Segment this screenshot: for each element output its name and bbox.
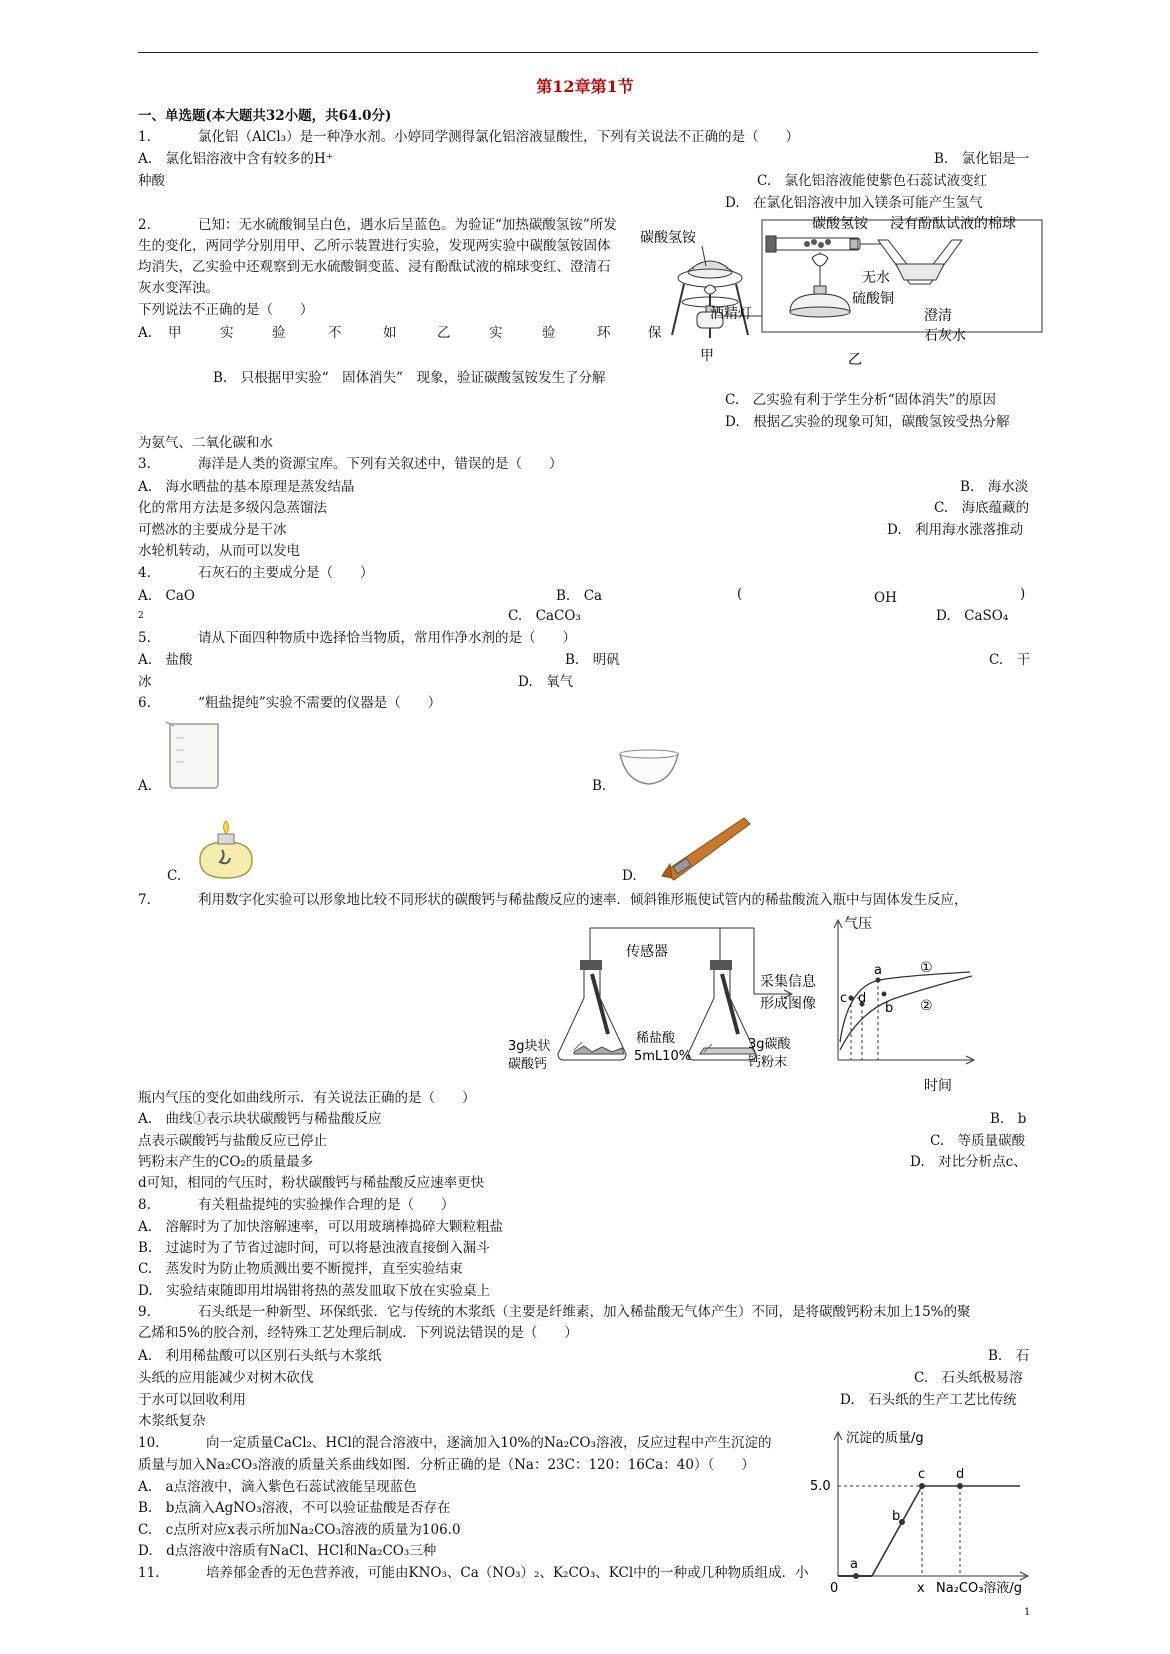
q7-fig-curve-2: ② (920, 998, 933, 1014)
q8-number: 8. (138, 1197, 151, 1213)
section-heading: 一、单选题(本大题共32小题，共64.0分) (138, 108, 392, 124)
q9-option-d: D. 石头纸的生产工艺比传统 (840, 1392, 1017, 1408)
q10-fig-point-c: c (918, 1467, 926, 1482)
q2-option-a-4: 不 (328, 325, 342, 341)
q2-option-a-1: 甲 (168, 325, 182, 341)
q3-option-d: D. 利用海水涨落推动 (887, 522, 1024, 538)
q10-fig-y-tick: 5.0 (810, 1479, 831, 1494)
q7-fig-sensor: 传感器 (626, 944, 668, 960)
fig-yi-label-3: 无水 (862, 270, 890, 286)
q3-option-b: B. 海水淡 (960, 479, 1029, 495)
alcohol-lamp-icon (194, 820, 258, 882)
q7-fig-left-2: 碳酸钙 (508, 1057, 548, 1072)
q2-option-a-0: A. (138, 325, 153, 341)
q10-fig-y-axis: 沉淀的质量/g (846, 1431, 924, 1446)
q2-line5: 下列说法不正确的是（ ） (138, 302, 314, 318)
q2-option-d: D. 根据乙实验的现象可知，碳酸氢铵受热分解 (725, 414, 1010, 430)
q10-option-c: C. c点所对应x表示所加Na₂CO₃溶液的质量为106.0 (138, 1522, 461, 1538)
fig-yi-caption: 乙 (848, 352, 862, 368)
page-title: 第12章第1节 (536, 77, 634, 96)
q7-option-b: B. b (990, 1111, 1027, 1127)
q4-stem: 石灰石的主要成分是（ ） (198, 565, 374, 581)
q9-option-c-cont: 于水可以回收利用 (138, 1392, 246, 1408)
q2-line4: 灰水变浑浊。 (138, 280, 219, 296)
q9-option-c: C. 石头纸极易溶 (914, 1370, 1023, 1386)
q8-stem: 有关粗盐提纯的实验操作合理的是（ ） (198, 1197, 455, 1213)
q2-line1: 已知：无水硫酸铜呈白色，遇水后呈蓝色。为验证“加热碳酸氢铵”所发 (198, 217, 617, 233)
q1-option-d: D. 在氯化铝溶液中加入镁条可能产生氢气 (725, 195, 983, 211)
q3-option-d-cont: 水轮机转动，从而可以发电 (138, 543, 300, 559)
q5-option-d: D. 氧气 (518, 674, 574, 690)
q2-option-b: B. 只根据甲实验“ 固体消失” 现象，验证碳酸氢铵发生了分解 (213, 370, 606, 386)
q6-number: 6. (138, 695, 151, 711)
q7-fig-curve-1: ① (920, 960, 933, 976)
q7-fig-collect-1: 采集信息 (760, 974, 816, 990)
q10-fig-x-axis: Na₂CO₃溶液/g (936, 1581, 1023, 1596)
q1-option-b: B. 氯化铝是一 (934, 151, 1030, 167)
page-number: 1 (1024, 1607, 1031, 1618)
q7-fig-left-1: 3g块状 (508, 1039, 551, 1054)
q7-option-a: A. 曲线①表示块状碳酸钙与稀盐酸反应 (138, 1111, 382, 1127)
test-tube-holder-icon (656, 812, 752, 882)
beaker-icon (164, 718, 226, 790)
q4-option-b: B. Ca (556, 588, 603, 604)
q10-fig-x-tick: x (917, 1581, 925, 1596)
q10-fig-origin: 0 (830, 1581, 839, 1596)
q5-option-c-cont: 冰 (138, 674, 152, 690)
q6-stem: “粗盐提纯”实验不需要的仪器是（ ） (198, 695, 442, 711)
q10-option-a: A. a点溶液中，滴入紫色石蕊试液能呈现蓝色 (138, 1479, 417, 1495)
q5-option-a: A. 盐酸 (138, 652, 193, 668)
fig-yi-label-5: 澄清 (924, 308, 952, 324)
evaporating-dish-icon (618, 748, 680, 786)
q7-option-d: D. 对比分析点c、 (910, 1154, 1027, 1170)
q7-fig-point-a: a (874, 963, 882, 978)
q7-fig-right-1: 3g碳酸 (748, 1037, 791, 1052)
q2-option-c: C. 乙实验有利于学生分析“固体消失”的原因 (725, 392, 996, 408)
q9-option-b: B. 石 (988, 1348, 1030, 1364)
q2-option-a-3: 验 (272, 325, 286, 341)
q7-fig-mid-1: 稀盐酸 (636, 1031, 676, 1046)
q7-fig-point-d: d (858, 991, 867, 1006)
q9-option-d-cont: 木浆纸复杂 (138, 1413, 206, 1429)
q2-apparatus-figure (640, 216, 1042, 392)
q5-option-b: B. 明矾 (565, 652, 620, 668)
fig-jia-caption: 甲 (700, 348, 714, 364)
q4-number: 4. (138, 565, 151, 581)
q3-option-c: C. 海底蕴藏的 (934, 500, 1030, 516)
q4-option-a: A. CaO (138, 588, 195, 604)
q2-option-a-5: 如 (383, 325, 397, 341)
q10-fig-point-d: d (956, 1467, 965, 1482)
fig-jia-label-2: 酒精灯 (710, 306, 752, 322)
q6-option-b: B. (592, 778, 607, 794)
q2-number: 2. (138, 217, 151, 233)
q7-pressure-graph (834, 920, 974, 1064)
q6-option-c: C. (167, 868, 182, 884)
q9-stem: 石头纸是一种新型、环保纸张．它与传统的木浆纸（主要是纤维素，加入稀盐酸无气体产生）不同，是将碳酸钙粉末加上15%的聚 (198, 1304, 971, 1320)
q7-fig-right-2: 钙粉末 (748, 1055, 788, 1070)
q7-option-b-cont: 点表示碳酸钙与盐酸反应已停止 (138, 1133, 327, 1149)
q7-option-c: C. 等质量碳酸 (930, 1133, 1026, 1149)
fig-yi-label-4: 硫酸铜 (852, 291, 894, 307)
q3-option-a: A. 海水晒盐的基本原理是蒸发结晶 (138, 479, 355, 495)
q7-fig-point-c: c (840, 991, 848, 1006)
q7-fig-point-b: b (885, 1001, 894, 1016)
q10-stem-cont: 质量与加入Na₂CO₃溶液的质量关系曲线如图．分析正确的是（Na：23C：120：16Ca：40）（ ） (138, 1457, 755, 1473)
q7-fig-x-axis: 时间 (924, 1078, 952, 1094)
q2-line3: 均消失，乙实验中还观察到无水硫酸铜变蓝、浸有酚酞试液的棉球变红、澄清石 (138, 259, 611, 275)
q2-option-d-cont: 为氨气、二氧化碳和水 (138, 435, 273, 451)
fig-jia-label-1: 碳酸氢铵 (640, 230, 696, 246)
q3-option-b-cont: 化的常用方法是多级闪急蒸馏法 (138, 500, 327, 516)
q8-option-c: C. 蒸发时为防止物质溅出要不断搅拌，直至实验结束 (138, 1261, 463, 1277)
q10-stem: 向一定质量CaCl₂、HCl的混合溶液中，逐滴加入10%的Na₂CO₃溶液，反应过程中产生沉淀的 (206, 1435, 772, 1451)
q10-fig-point-b: b (892, 1509, 901, 1524)
q6-option-d: D. (622, 868, 637, 884)
q1-option-b-cont: 种酸 (138, 173, 165, 189)
q7-fig-y-axis: 气压 (844, 916, 872, 932)
q9-option-b-cont: 头纸的应用能减少对树木砍伐 (138, 1370, 314, 1386)
q7-option-c-cont: 钙粉末产生的CO₂的质量最多 (138, 1154, 314, 1170)
q10-fig-point-a: a (850, 1557, 858, 1572)
q3-option-c-cont: 可燃冰的主要成分是干冰 (138, 522, 287, 538)
q1-number: 1. (138, 129, 151, 145)
q7-option-d-cont: d可知，相同的气压时，粉状碳酸钙与稀盐酸反应速率更快 (138, 1175, 485, 1191)
q2-line2: 生的变化，两同学分别用甲、乙所示装置进行实验，发现两实验中碳酸氢铵固体 (138, 238, 611, 254)
q3-stem: 海洋是人类的资源宝库。下列有关叙述中，错误的是（ ） (198, 456, 563, 472)
q4-option-b-subscript: 2 (138, 611, 144, 621)
q7-fig-mid-2: 5mL10% (634, 1049, 692, 1064)
q7-apparatus-figure (504, 914, 984, 1094)
q7-number: 7. (138, 892, 151, 908)
q1-option-c: C. 氯化铝溶液能使紫色石蕊试液变红 (757, 173, 988, 189)
fig-jia-apparatus (672, 261, 762, 338)
q10-number: 10. (138, 1435, 160, 1451)
q10-option-d: D. d点溶液中溶质有NaCl、HCl和Na₂CO₃三种 (138, 1543, 437, 1559)
q11-stem: 培养郁金香的无色营养液，可能由KNO₃、Ca（NO₃）₂、K₂CO₃、KCl中的一种或几种物质组成．小 (206, 1565, 809, 1581)
q5-stem: 请从下面四种物质中选择恰当物质，常用作净水剂的是（ ） (198, 630, 576, 646)
q2-option-a-7: 实 (489, 325, 503, 341)
q7-fig-collect-2: 形成图像 (760, 996, 816, 1012)
q10-graph-axes-and-line (834, 1432, 1028, 1580)
q8-option-b: B. 过滤时为了节省过滤时间，可以将悬浊液直接倒入漏斗 (138, 1240, 490, 1256)
q1-stem: 氯化铝（AlCl₃）是一种净水剂。小婷同学测得氯化铝溶液显酸性，下列有关说法不正确的是（ ） (198, 129, 800, 145)
q2-option-a-8: 验 (542, 325, 556, 341)
fig-yi-label-2: 浸有酚酞试液的棉球 (890, 216, 1016, 232)
q9-option-a: A. 利用稀盐酸可以区别石头纸与木浆纸 (138, 1348, 382, 1364)
fig-yi-label-6: 石灰水 (924, 328, 966, 344)
q9-number: 9. (138, 1304, 151, 1320)
q2-option-a-9: 环 (597, 325, 611, 341)
q7-stem: 利用数字化实验可以形象地比较不同形状的碳酸钙与稀盐酸反应的速率．倾斜锥形瓶使试管内的稀盐酸流入瓶中与固体发生反应， (198, 892, 968, 908)
q5-number: 5. (138, 630, 151, 646)
q10-option-b: B. b点滴入AgNO₃溶液，不可以验证盐酸是否存在 (138, 1500, 451, 1516)
header-rule (138, 52, 1038, 53)
q4-option-b-paren-close: ) (1020, 586, 1026, 602)
q11-number: 11. (138, 1565, 160, 1581)
q4-option-c: C. CaCO₃ (508, 608, 581, 624)
q8-option-d: D. 实验结束随即用坩埚钳将热的蒸发皿取下放在实验桌上 (138, 1283, 491, 1299)
q1-option-a: A. 氯化铝溶液中含有较多的H⁺ (138, 151, 333, 167)
q4-option-d: D. CaSO₄ (936, 608, 1009, 624)
q2-option-a-6: 乙 (437, 325, 451, 341)
q6-option-a: A. (138, 778, 153, 794)
q7-stem-cont: 瓶内气压的变化如曲线所示．有关说法正确的是（ ） (138, 1090, 476, 1106)
q5-option-c: C. 干 (989, 652, 1031, 668)
fig-yi-label-1: 碳酸氢铵 (812, 216, 868, 232)
q4-option-b-paren-open: ( (737, 586, 743, 602)
q9-stem-cont: 乙烯和5%的胶合剂，经特殊工艺处理后制成．下列说法错误的是（ ） (138, 1325, 578, 1341)
q10-precipitate-graph (800, 1428, 1036, 1598)
q3-number: 3. (138, 456, 151, 472)
q4-option-b-oh: OH (874, 590, 897, 606)
q2-option-a-2: 实 (220, 325, 234, 341)
q2-option-a-10: 保 (648, 325, 662, 341)
q8-option-a: A. 溶解时为了加快溶解速率，可以用玻璃棒捣碎大颗粒粗盐 (138, 1219, 504, 1235)
